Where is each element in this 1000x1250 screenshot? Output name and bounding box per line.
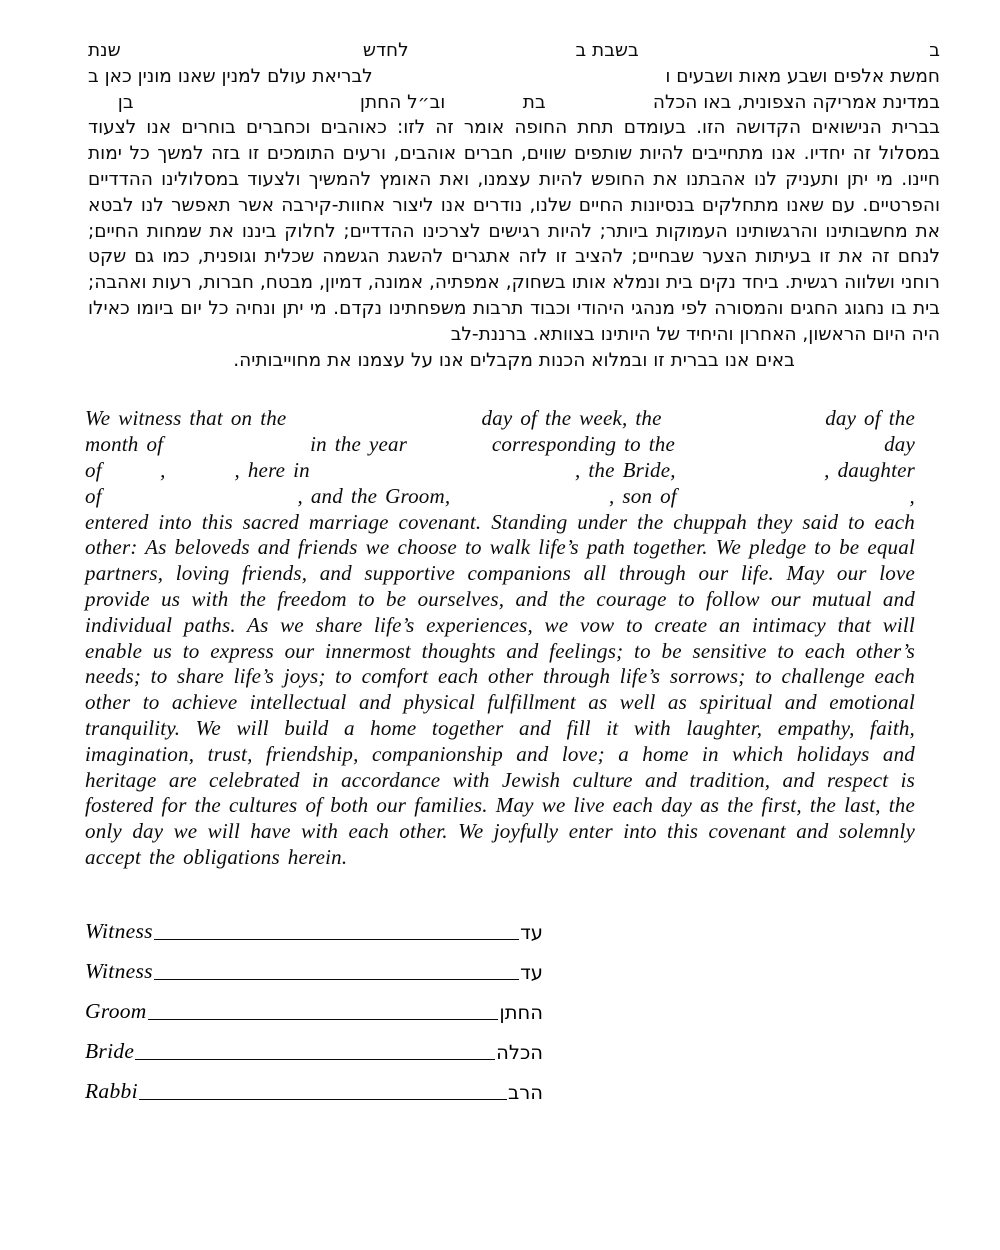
hebrew-fill-text: בשבת ב (575, 40, 639, 61)
signature-row-groom (85, 993, 543, 1024)
signature-line (139, 1098, 507, 1100)
hebrew-text-section (88, 38, 940, 373)
signature-row-witness-1 (85, 913, 543, 944)
english-fill-text: , and the Groom, (297, 483, 451, 508)
english-fill-text: , son of (608, 483, 677, 508)
english-fill-line-day (85, 406, 915, 432)
hebrew-closing-line: באים אנו בברית זו ובמלוא הכנות מקבלים אנו על עצמנו את מחוייבותיה. (233, 349, 795, 371)
signature-row-witness-2 (85, 953, 543, 984)
signature-label-hebrew: עד (520, 960, 543, 984)
english-fill-text: of (85, 457, 102, 482)
english-fill-text: corresponding to the (491, 432, 676, 457)
hebrew-fill-text: חמשת אלפים ושבע מאות ושבעים ו (665, 65, 940, 87)
english-fill-text: in the year (310, 432, 408, 457)
signature-label-english: Witness (85, 958, 153, 983)
signature-line (135, 1058, 495, 1060)
hebrew-fill-text: לחדש (362, 40, 409, 61)
signature-label-english: Bride (85, 1038, 135, 1063)
hebrew-covenant-paragraph: בברית הנישואים הקדושה הזו. בעומדם תחת החופה אומר זה לזו: כאוהבים וכחברים בוחרים אנו לצעוד במסלול זה יחדיו. אנו מתחייבים להיות שותפים שווים, חברים אוהבים, ורעים התומכים זו בזה למשך כל ימות חיינו. מי יתן ותעניק לנו אהבתנו את החופש להיות עצמנו, ואת האומץ להמשיך ולצעוד במסלולינו ההדדיים והפרטיים. עם שאנו מתחלקים בנסיונות החיים שלנו, נודרים אנו ליצור אחוות-קירבה אשר תאפשר לנו לבטא את מחשבותינו והרגשותינו העמוקות ביותר; להיות רגישים לצרכינו ההדדיים; לחלוק ביננו את שמחות החיים; לנחם זה את זו בעיתות הצער שבחיים; להציב זו לזה אתגרים להשגת הגשמה שכלית וגופנית, כמו גם שקט רוחני ושלווה רגשית. ביחד נקים בית ונמלא אותו בשחוק, אמפתיה, אמונה, דמיון, מבטח, חברות, רעות ואהבה; בית בו נחגוג החגים והמסורה לפי מנהגי היהודי וכבוד תרבות משפחתינו נקדם. מי יתן ונחיה כל יום ביומו כאילו היה היום הראשון, האחרון והיחיד של היותינו בצוותא. ברננת-לב (88, 117, 940, 345)
signature-line (154, 978, 519, 980)
hebrew-fill-text: וב״ל החתן (359, 91, 446, 113)
english-fill-text: , (160, 457, 166, 482)
hebrew-fill-text: בן (117, 91, 134, 113)
english-fill-text: day (884, 432, 915, 457)
hebrew-fill-text: לבריאת עולם למנין שאנו מונין כאן ב (88, 65, 373, 87)
signature-label-english: Witness (85, 918, 153, 943)
english-fill-line-month (85, 432, 915, 458)
english-fill-text: day of the week, the (481, 406, 662, 431)
english-covenant-paragraph: entered into this sacred marriage covenant. Standing under the chuppah they said to each other: As beloveds and friends we choose to walk life’s path together. We pledge to be equal partners, loving friends, and supportive companions all through our life. May our love provide us with the freedom to be ourselves, and the courage to follow our mutual and individual paths. As we share life’s experiences, we vow to create an intimacy that will enable us to express our innermost thoughts and feelings; to be sensitive to each other’s needs; to share life’s joys; to comfort each other through life’s sorrows; to challenge each other to achieve intellectual and physical fulfillment as well as spiritual and emotional tranquility. We will build a home together and fill it with laughter, empathy, faith, imagination, trust, friendship, companionship and love; a home in which holidays and heritage are celebrated in accordance with Jewish culture and tradition, and respect is fostered for the cultures of both our families. May we live each day as the first, the last, the only day we will have with each other. We joyfully enter into this covenant and solemnly accept the obligations herein. (85, 509, 915, 869)
english-fill-line-groom (85, 484, 915, 510)
english-fill-text: , daughter (824, 457, 915, 482)
signature-label-hebrew: הכלה (496, 1040, 543, 1064)
signature-label-english: Rabbi (85, 1078, 138, 1103)
hebrew-fill-line-names (88, 90, 940, 116)
hebrew-fill-text: במדינת אמריקה הצפונית, באו הכלה (652, 91, 940, 113)
signature-label-english: Groom (85, 998, 147, 1023)
english-fill-text: , (909, 483, 915, 508)
signature-row-rabbi (85, 1073, 543, 1104)
signature-label-hebrew: הרב (507, 1080, 543, 1104)
english-fill-text: month of (85, 432, 164, 457)
english-fill-text: We witness that on the (85, 406, 287, 431)
signature-line (148, 1018, 499, 1020)
hebrew-fill-text: ב (929, 40, 940, 61)
english-fill-text: of (85, 483, 102, 508)
signature-line (154, 938, 519, 940)
english-fill-text: , here in (234, 457, 310, 482)
signature-row-bride (85, 1033, 543, 1064)
english-fill-line-place-bride (85, 458, 915, 484)
english-fill-text: day of the (825, 406, 915, 431)
english-fill-text: , the Bride, (574, 457, 676, 482)
hebrew-fill-text: בת (522, 91, 546, 113)
signature-label-hebrew: החתן (499, 1000, 543, 1024)
hebrew-fill-text: שנת (88, 40, 121, 61)
signature-section (85, 913, 543, 1104)
signature-label-hebrew: עד (520, 920, 543, 944)
english-text-section (85, 406, 915, 870)
hebrew-fill-line-day (88, 38, 940, 64)
hebrew-fill-line-year (88, 64, 940, 90)
